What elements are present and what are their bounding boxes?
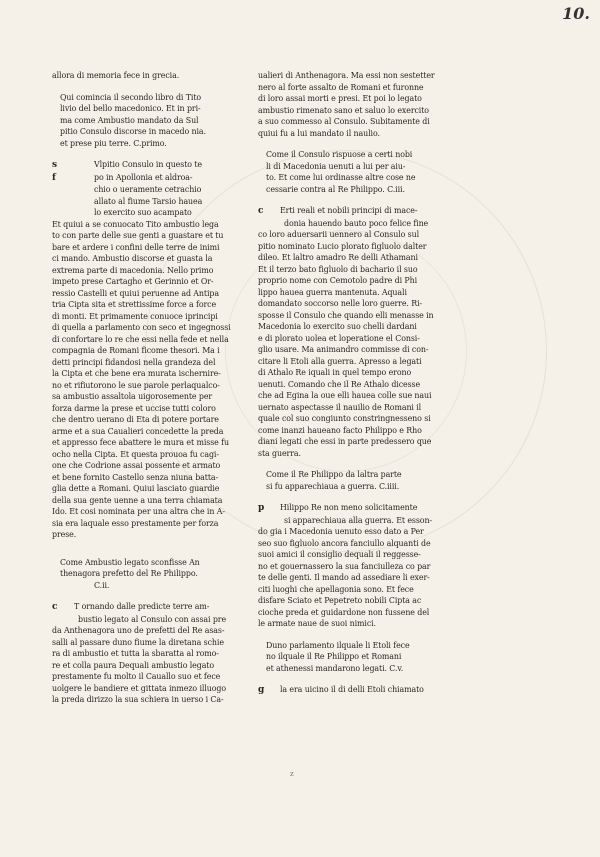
text-line xyxy=(52,449,274,461)
line-text: do gia i Macedonia uenuto esso dato a Per xyxy=(258,527,424,536)
text-line xyxy=(258,663,480,675)
line-text: li di Macedonia uenuti a lui per aiu- xyxy=(266,161,406,171)
page-signature-mark: z xyxy=(290,770,294,778)
text-line xyxy=(258,205,480,218)
line-text: T ornando dalle predicte terre am- xyxy=(74,602,210,611)
line-text: che dentro uerano di Eta di potere portare xyxy=(52,415,219,424)
text-line xyxy=(52,253,274,265)
text-line xyxy=(258,241,480,253)
text-line xyxy=(258,572,480,584)
initial-guide-letter: g xyxy=(258,685,265,695)
line-text: to con parte delle sue genti a guastare et tu xyxy=(52,231,224,240)
text-line xyxy=(52,219,274,231)
line-text: le armate naue de suoi nimici. xyxy=(258,619,376,628)
text-line xyxy=(52,230,274,242)
text-line xyxy=(258,651,480,663)
line-text: sia era laquale esso prestamente per forza xyxy=(52,518,219,528)
line-text: forza darme la prese et uccise tutti coloro xyxy=(52,403,216,413)
line-text: dileo. Et laltro amadro Re delli Athamani xyxy=(258,253,418,262)
initial-guide-letter: p xyxy=(258,503,265,513)
text-line xyxy=(52,506,274,518)
line-text: prestamente fu molto il Cauallo suo et fece xyxy=(52,672,221,681)
text-line xyxy=(258,218,480,230)
text-line xyxy=(52,472,274,484)
text-line xyxy=(52,92,274,104)
line-text: no et gouernassero la sua fanciulleza co par xyxy=(258,561,431,571)
text-line xyxy=(258,390,480,402)
line-text: donia hauendo bauto poco felice fine xyxy=(284,218,429,228)
text-line xyxy=(52,437,274,449)
line-text: come inanzi haueano facto Philippo e Rho xyxy=(258,425,422,435)
line-text: da Anthenagora uno de prefetti del Re asas- xyxy=(52,626,225,635)
initial-guide-letter: c xyxy=(52,602,58,612)
line-text: Erti reali et nobili principi di mace- xyxy=(280,206,418,215)
text-line xyxy=(52,276,274,288)
line-text: Come il Re Philippo da laltra parte xyxy=(266,470,402,479)
line-text: la era uicino il di delli Etoli chiamato xyxy=(280,685,424,694)
text-line xyxy=(258,70,480,82)
text-line xyxy=(52,683,274,695)
line-text: proprio nome con Cemotolo padre di Phi xyxy=(258,276,418,285)
text-line xyxy=(258,640,480,652)
line-text: sposse il Consulo che quando elli menasse in xyxy=(258,310,434,320)
initial-guide-letter: f xyxy=(52,172,56,183)
text-line xyxy=(258,116,480,128)
text-line xyxy=(258,275,480,287)
line-text: glia dette a Romani. Quiui lasciato guardie xyxy=(52,484,220,493)
line-text: arme et a sua Caualieri concedette la preda xyxy=(52,426,224,436)
line-text: ci mando. Ambustio discorse et guasta la xyxy=(52,254,213,263)
line-text: quale col suo congiunto constringnesseno si xyxy=(258,414,431,423)
text-line xyxy=(52,242,274,254)
line-text: to. Et come lui ordinasse altre cose ne xyxy=(266,173,416,182)
line-text: one che Codrione assai possente et armato xyxy=(52,461,221,470)
line-text: Come Ambustio legato sconfisse An xyxy=(60,557,200,567)
line-text: livio del bello macedonico. Et in pri- xyxy=(60,104,201,113)
text-line xyxy=(52,380,274,392)
text-line xyxy=(52,172,274,185)
line-text: a suo commesso al Consulo. Subitamente di xyxy=(258,117,430,126)
text-line xyxy=(52,580,274,592)
line-text: disfare Sciato et Pepetreto nobili Cipta ac xyxy=(258,596,422,605)
text-line xyxy=(52,568,274,580)
text-line xyxy=(52,601,274,614)
line-text: ambustio rimenato sano et saluo lo exercito xyxy=(258,105,429,115)
folio-number: 10. xyxy=(562,4,590,23)
line-text: et athenessi mandarono legati. C.v. xyxy=(266,663,404,673)
line-text: no et rifiutorono le sue parole perlaqualco- xyxy=(52,380,220,390)
line-text: allato al fiume Tarsio hauea xyxy=(94,196,203,206)
text-line xyxy=(258,684,480,697)
line-text: et prese piu terre. C.primo. xyxy=(60,138,167,148)
paragraph-gap xyxy=(258,139,480,149)
right-text-column xyxy=(258,70,480,697)
text-line xyxy=(258,264,480,276)
text-line xyxy=(258,298,480,310)
text-line xyxy=(52,648,274,660)
text-line xyxy=(258,618,480,630)
text-line xyxy=(52,184,274,196)
text-line xyxy=(52,70,274,82)
line-text: pitio Consulo discorse in macedo nia. xyxy=(60,127,206,136)
line-text: detti principi fidandosi nella grandeza del xyxy=(52,357,216,367)
text-line xyxy=(258,310,480,322)
paragraph-gap xyxy=(258,492,480,502)
text-line xyxy=(52,126,274,138)
text-line xyxy=(52,694,274,706)
text-line xyxy=(258,413,480,425)
text-line xyxy=(258,481,480,493)
line-text: re et colla paura Dequali ambustio legato xyxy=(52,660,215,670)
line-text: chio o ueramente cetrachio xyxy=(94,185,202,194)
paragraph-gap xyxy=(258,195,480,205)
line-text: Vlpitio Consulo in questo te xyxy=(94,160,202,169)
line-text: di monti. Et primamente conuoce iprincipi xyxy=(52,311,218,321)
line-text: di quella a parlamento con seco et ingegnossi xyxy=(52,323,231,332)
text-line xyxy=(258,549,480,561)
text-line xyxy=(52,614,274,626)
line-text: diani legati che essi in parte predessero que xyxy=(258,437,432,446)
text-line xyxy=(52,299,274,311)
text-line xyxy=(258,344,480,356)
line-text: po in Apollonia et aldroa- xyxy=(94,172,193,182)
line-text: citi luoghi che apellagonia sono. Et fece xyxy=(258,584,414,594)
paragraph-gap xyxy=(52,82,274,92)
line-text: bare et ardere i confini delle terre de inimi xyxy=(52,242,220,252)
line-text: thenagora prefetto del Re Philippo. xyxy=(60,569,198,578)
text-line xyxy=(258,367,480,379)
line-text: cessarie contra al Re Philippo. C.iii. xyxy=(266,184,405,194)
text-line xyxy=(52,115,274,127)
text-line xyxy=(258,561,480,573)
line-text: nero al forte assalto de Romani et furonne xyxy=(258,82,424,92)
line-text: Come il Consulo rispuose a certi nobi xyxy=(266,150,413,159)
text-line xyxy=(52,288,274,300)
line-text: lo exercito suo acampato xyxy=(94,208,192,217)
margin-marker: s xyxy=(52,160,57,170)
text-line xyxy=(52,518,274,530)
line-text: ualieri di Anthenagora. Ma essi non sestetter xyxy=(258,71,435,80)
text-line xyxy=(52,196,274,208)
text-line xyxy=(52,138,274,150)
text-line xyxy=(52,265,274,277)
text-line xyxy=(52,637,274,649)
text-line xyxy=(258,356,480,368)
text-line xyxy=(52,529,274,541)
line-text: che ad Egina la oue elli hauea colle sue naui xyxy=(258,391,432,400)
text-line xyxy=(258,515,480,527)
text-line xyxy=(258,538,480,550)
line-text: citare li Etoli alla guerra. Apresso a legati xyxy=(258,356,422,366)
text-line xyxy=(52,345,274,357)
line-text: allora di memoria fece in grecia. xyxy=(52,71,180,80)
text-line xyxy=(258,82,480,94)
paragraph-gap xyxy=(258,674,480,684)
line-text: la preda dirizzo la sua schiera in uerso i Ca- xyxy=(52,695,224,704)
text-line xyxy=(52,625,274,637)
text-line xyxy=(258,469,480,481)
text-line xyxy=(52,357,274,369)
text-line xyxy=(52,671,274,683)
paragraph-gap xyxy=(52,591,274,601)
line-text: ocho nella Cipta. Et questa prouoa fu cagi- xyxy=(52,449,219,459)
line-text: et bene fornito Castello senza niuna batta- xyxy=(52,472,219,482)
text-line xyxy=(52,403,274,415)
line-text: uolgere le bandiere et gittata inmezo illuogo xyxy=(52,683,226,693)
text-line xyxy=(52,322,274,334)
line-text: C.ii. xyxy=(94,580,110,590)
paragraph-gap xyxy=(258,630,480,640)
text-line xyxy=(52,495,274,507)
line-text: uenuti. Comando che il Re Athalo dicesse xyxy=(258,379,421,389)
text-line xyxy=(258,252,480,264)
text-line xyxy=(258,502,480,515)
text-line xyxy=(52,426,274,438)
line-text: uernato aspectasse il nauilio de Romani il xyxy=(258,402,422,412)
line-text: no ilquale il Re Philippo et Romani xyxy=(266,652,402,661)
text-line xyxy=(52,483,274,495)
text-line xyxy=(258,379,480,391)
line-text: suoi amici il consiglio dequali il reggesse- xyxy=(258,550,421,559)
text-line xyxy=(52,557,274,569)
text-line xyxy=(258,333,480,345)
line-text: et appresso fece abattere le mura et misse fu xyxy=(52,438,229,447)
line-text: compagnia de Romani ficome thesori. Ma i xyxy=(52,346,220,355)
text-line xyxy=(258,321,480,333)
line-text: e di plorato uolea et loperatione el Consi- xyxy=(258,333,420,343)
line-text: co loro aduersarii uennero al Consulo sul xyxy=(258,230,420,239)
text-line xyxy=(258,607,480,619)
line-text: Macedonia lo exercito suo chelli dardani xyxy=(258,322,417,331)
line-text: sta guerra. xyxy=(258,448,301,458)
text-line xyxy=(258,595,480,607)
text-line xyxy=(52,311,274,323)
text-line xyxy=(52,414,274,426)
line-text: glio usare. Ma animandro commisse di con- xyxy=(258,345,429,354)
line-text: seo suo figluolo ancora fanciullo alquanti de xyxy=(258,538,431,548)
text-line xyxy=(52,207,274,219)
line-text: pitio nominato Lucio plorato figluolo dalter xyxy=(258,241,427,251)
text-line xyxy=(258,402,480,414)
line-text: tria Cipta sita et strettissime force a force xyxy=(52,300,217,309)
line-text: salli al passare duno fiume la diretana schie xyxy=(52,637,224,647)
line-text: domandato soccorso nelle loro guerre. Ri- xyxy=(258,299,423,308)
text-line xyxy=(258,161,480,173)
line-text: cioche preda et guidardone non fussene del xyxy=(258,607,430,617)
paragraph-gap xyxy=(258,459,480,469)
line-text: Hilippo Re non meno solicitamente xyxy=(280,503,418,512)
text-line xyxy=(258,425,480,437)
text-line xyxy=(258,584,480,596)
line-text: ma come Ambustio mandato da Sul xyxy=(60,115,199,125)
text-line xyxy=(258,229,480,241)
text-line xyxy=(258,287,480,299)
line-text: di confortare lo re che essi nella fede et nella xyxy=(52,334,229,344)
line-text: della sua gente uenne a una terra chiamata xyxy=(52,495,223,505)
initial-guide-letter: c xyxy=(258,206,264,216)
text-line xyxy=(258,105,480,117)
text-line xyxy=(52,334,274,346)
paragraph-gap xyxy=(52,149,274,159)
line-text: extrema parte di macedonia. Nello primo xyxy=(52,265,214,275)
line-text: ressio Castelli et quiui peruenne ad Antipa xyxy=(52,288,219,298)
text-line xyxy=(52,159,274,172)
text-line xyxy=(52,660,274,672)
line-text: bustio legato al Consulo con assai pre xyxy=(78,614,227,624)
line-text: impeto prese Cartagho et Gerinnio et Or- xyxy=(52,277,214,286)
line-text: di loro assai morti e presi. Et poi lo legato xyxy=(258,94,422,103)
line-text: sa ambustio assaltola uigorosemente per xyxy=(52,392,213,401)
left-text-column xyxy=(52,70,274,706)
text-line xyxy=(258,448,480,460)
text-line xyxy=(52,391,274,403)
text-line xyxy=(258,526,480,538)
line-text: si apparechiaua alla guerra. Et esson- xyxy=(284,515,432,525)
text-line xyxy=(258,149,480,161)
line-text: si fu apparechiaua a guerra. C.iiii. xyxy=(266,481,400,491)
line-text: Duno parlamento ilquale li Etoli fece xyxy=(266,640,410,650)
text-line xyxy=(52,103,274,115)
line-text: lippo hauea guerra mantenuta. Aquali xyxy=(258,287,407,297)
line-text: di Athalo Re iquali in quel tempo erono xyxy=(258,368,412,377)
text-line xyxy=(258,128,480,140)
line-text: ra di ambustio et tutta la sbaratta al romo- xyxy=(52,649,219,658)
text-line xyxy=(52,368,274,380)
text-line xyxy=(258,184,480,196)
line-text: Qui comincia il secondo libro di Tito xyxy=(60,92,202,102)
line-text: Et il terzo bato figluolo di bachario il suo xyxy=(258,264,418,274)
paragraph-gap xyxy=(52,541,274,557)
text-line xyxy=(52,460,274,472)
line-text: te delle genti. Il mando ad assediare li exer- xyxy=(258,573,430,582)
line-text: la Cipta et che bene era murata ischernire- xyxy=(52,369,221,378)
line-text: quiui fu a lui mandato il naulio. xyxy=(258,128,380,138)
text-line xyxy=(258,172,480,184)
line-text: prese. xyxy=(52,530,77,539)
text-line xyxy=(258,93,480,105)
text-line xyxy=(258,436,480,448)
line-text: Et quiui a se conuocato Tito ambustio lega xyxy=(52,219,219,229)
line-text: Ido. Et cosi nominata per una altra che in A- xyxy=(52,507,225,516)
